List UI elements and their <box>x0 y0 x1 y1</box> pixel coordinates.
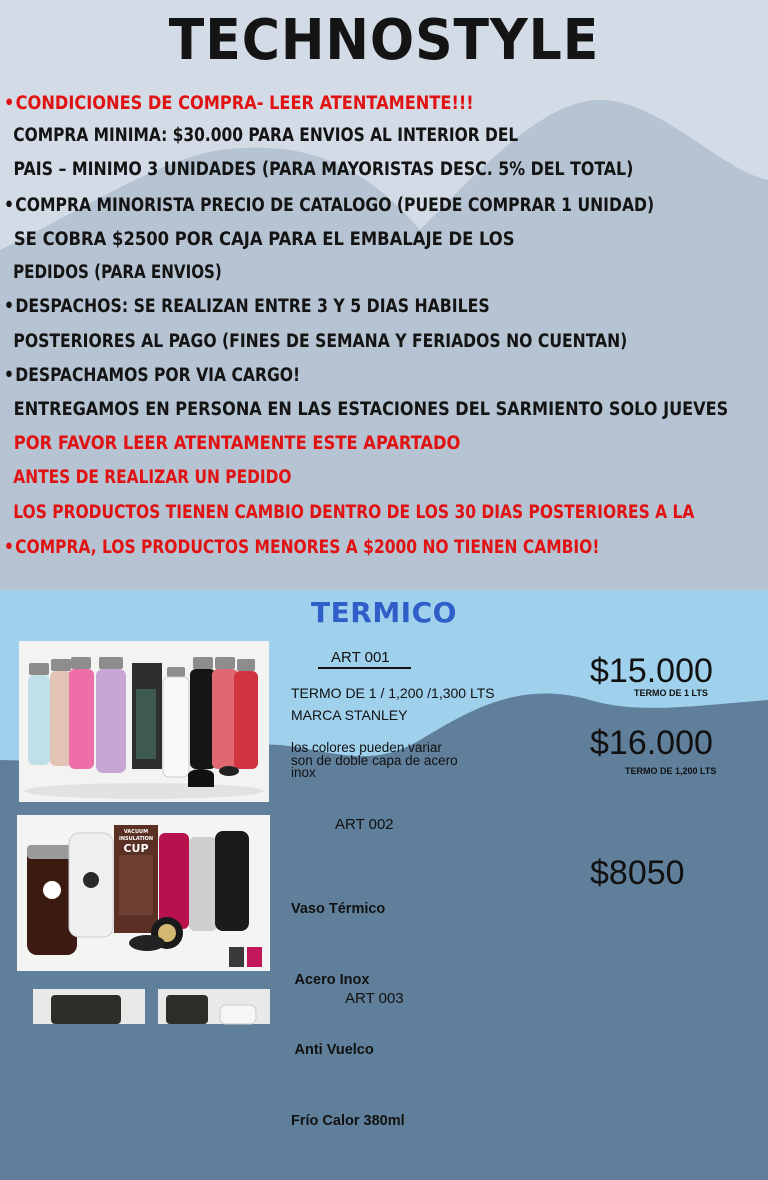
condition-text: DESPACHOS: SE REALIZAN ENTRE 3 Y 5 DIAS HABILES <box>15 296 490 317</box>
condition-line <box>4 125 518 147</box>
condition-text: COMPRA, LOS PRODUCTOS MENORES A $2000 NO TIENEN CAMBIO! <box>15 537 600 558</box>
condition-text: PAIS – MINIMO 3 UNIDADES (PARA MAYORISTAS DESC. 5% DEL TOTAL) <box>13 159 634 180</box>
description-line: Frío Calor 380ml <box>291 1112 405 1129</box>
product-image-partial <box>33 989 145 1024</box>
condition-text: COMPRA MINIMA: $30.000 PARA ENVIOS AL INTERIOR DEL <box>13 125 519 146</box>
catalog-panel <box>0 590 768 1129</box>
condition-text: LOS PRODUCTOS TIENEN CAMBIO DENTRO DE LOS 30 DIAS POSTERIORES A LA <box>13 502 695 523</box>
condition-line <box>4 537 599 559</box>
condition-line <box>4 365 300 387</box>
bullet-icon: • <box>4 296 15 317</box>
bullet-icon: • <box>4 93 15 114</box>
condition-line <box>4 467 292 489</box>
product-image-art-002[interactable] <box>17 815 270 971</box>
condition-text: DESPACHAMOS POR VIA CARGO! <box>15 365 301 386</box>
condition-text: CONDICIONES DE COMPRA- LEER ATENTAMENTE!!! <box>15 93 474 114</box>
art-code: ART 002 <box>335 816 394 833</box>
condition-text: POR FAVOR LEER ATENTAMENTE ESTE APARTADO <box>13 433 461 454</box>
condition-text: POSTERIORES AL PAGO (FINES DE SEMANA Y FERIADOS NO CUENTAN) <box>13 331 628 352</box>
price: $8050 <box>590 854 685 892</box>
description-line: Vaso Térmico <box>291 901 386 917</box>
product-image-art-003-b[interactable] <box>158 989 270 1024</box>
note-line: son de doble capa de acero <box>291 752 458 768</box>
bullet-icon: • <box>4 537 14 558</box>
condition-line <box>4 502 694 524</box>
product-image-art-003-a[interactable] <box>33 989 145 1024</box>
product-note <box>291 742 458 780</box>
description-line: Acero Inox <box>291 971 370 988</box>
condition-text: COMPRA MINORISTA PRECIO DE CATALOGO (PUEDE COMPRAR 1 UNIDAD) <box>15 195 655 216</box>
product-image-art-001[interactable] <box>19 641 269 802</box>
condition-line <box>4 296 490 318</box>
section-title: TERMICO <box>311 596 457 629</box>
box-label-line: INSULATION <box>118 836 154 842</box>
thermos-image <box>19 641 269 802</box>
brand-title: TECHNOSTYLE <box>168 8 600 73</box>
product-image-partial <box>158 989 270 1024</box>
art-code: ART 003 <box>345 990 404 1007</box>
condition-line <box>4 229 515 251</box>
description-line: TERMO DE 1 / 1,200 /1,300 LTS <box>291 685 495 701</box>
bullet-icon: • <box>4 195 14 216</box>
description-line: MARCA STANLEY <box>291 707 408 723</box>
condition-line <box>4 159 633 181</box>
price-note: TERMO DE 1,200 LTS <box>625 766 717 776</box>
price-note: TERMO DE 1 LTS <box>634 688 708 698</box>
product-description <box>291 851 405 1180</box>
description-line: Anti Vuelco <box>291 1042 374 1058</box>
condition-text: ANTES DE REALIZAR UN PEDIDO <box>13 467 292 488</box>
box-label-line: CUP <box>123 842 149 855</box>
price: $16.000 <box>590 724 713 762</box>
condition-line <box>4 262 222 284</box>
price: $15.000 <box>590 652 713 690</box>
condition-text: ENTREGAMOS EN PERSONA EN LAS ESTACIONES DEL SARMIENTO SOLO JUEVES <box>13 399 729 420</box>
condition-line <box>4 433 460 455</box>
box-label <box>117 829 155 855</box>
condition-line <box>4 331 627 353</box>
box-label-line: VACUUM <box>123 829 149 835</box>
art-code: ART 001 <box>331 649 390 666</box>
condition-line <box>4 93 474 115</box>
product-description <box>291 685 495 723</box>
art-underline <box>318 667 411 669</box>
bullet-icon: • <box>4 365 14 386</box>
condition-text: SE COBRA $2500 POR CAJA PARA EL EMBALAJE DE LOS <box>13 229 515 250</box>
condition-line <box>4 195 654 217</box>
condition-line <box>4 399 728 421</box>
note-line: los colores pueden variar <box>291 740 442 755</box>
note-line: inox <box>291 765 316 780</box>
condition-text: PEDIDOS (PARA ENVIOS) <box>13 262 222 283</box>
